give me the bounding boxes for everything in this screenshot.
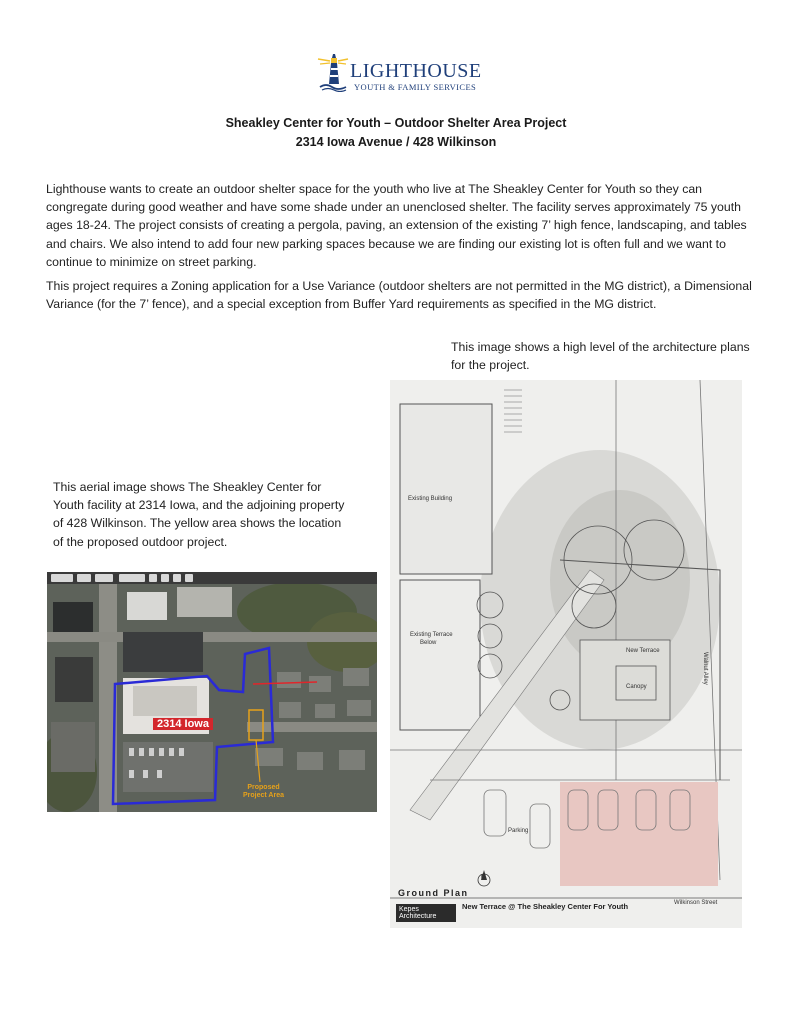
architecture-plan-image [390, 380, 742, 928]
aerial-toolbar [47, 572, 377, 584]
north-arrow-icon: N [481, 875, 486, 881]
caption-aerial-image: This aerial image shows The Sheakley Center for Youth facility at 2314 Iowa, and the adjoining property of 428 Wilkinson. The yellow area shows the location of the proposed outdoor project. [53, 480, 345, 549]
plan-firm-block: Kepes Architecture [396, 904, 456, 922]
logo-subtitle: YOUTH & FAMILY SERVICES [354, 82, 477, 92]
proposed-label-line-2: Project Area [243, 792, 284, 799]
plan-label-existing-building: Existing Building [408, 496, 453, 502]
paragraph-zoning-requirements: This project requires a Zoning application for a Use Variance (outdoor shelters are not permitted in the MG district), a Dimensional Variance (for the 7’ fence), and a special exception from Buffer Yard requirements as specified in the MG district. [46, 279, 752, 312]
plan-label-canopy: Canopy [626, 684, 647, 690]
title-line-2: 2314 Iowa Avenue / 428 Wilkinson [295, 135, 497, 149]
plan-label-existing-terrace: Existing Terrace [410, 632, 453, 638]
document-title [0, 114, 792, 152]
paragraph-project-description: Lighthouse wants to create an outdoor shelter space for the youth who live at The Sheakley Center for Youth so they can congregate during good weather and have some shade under an unenclosed shelter. The facility serves approximately 75 youth ages 18-24. The project consists of creating a pergola, paving, an extension of the existing 7’ high fence, landscaping, and tables and chairs. We also intend to add four new parking spaces because we are finding our existing lot is often full and we want to continue to minimize on street parking. [46, 182, 747, 269]
aerial-map-graphic [47, 572, 377, 812]
caption-architecture-plan: This image shows a high level of the architecture plans for the project. [451, 340, 750, 373]
plan-label-new-terrace: New Terrace [626, 648, 660, 654]
plan-project-title: New Terrace @ The Sheakley Center For Youth [462, 902, 629, 911]
aerial-image [47, 572, 377, 812]
logo-name: LIGHTHOUSE [350, 60, 482, 82]
proposed-project-area-label [243, 784, 284, 800]
lighthouse-icon [316, 52, 350, 92]
title-line-1: Sheakley Center for Youth – Outdoor Shelter Area Project [225, 116, 567, 130]
plan-title-ground-plan: Ground Plan [398, 888, 469, 898]
plan-label-parking: Parking [508, 828, 529, 834]
plan-label-terrace-below: Below [420, 640, 437, 646]
plan-label-walnut-alley: Walnut Alley [702, 652, 708, 685]
site-plan-drawing [390, 380, 742, 928]
lighthouse-logo [316, 52, 480, 96]
plan-label-wilkinson-street: Wilkinson Street [674, 900, 718, 906]
proposed-label-line-1: Proposed [247, 784, 280, 791]
building-label-2314-iowa: 2314 Iowa [153, 718, 213, 730]
